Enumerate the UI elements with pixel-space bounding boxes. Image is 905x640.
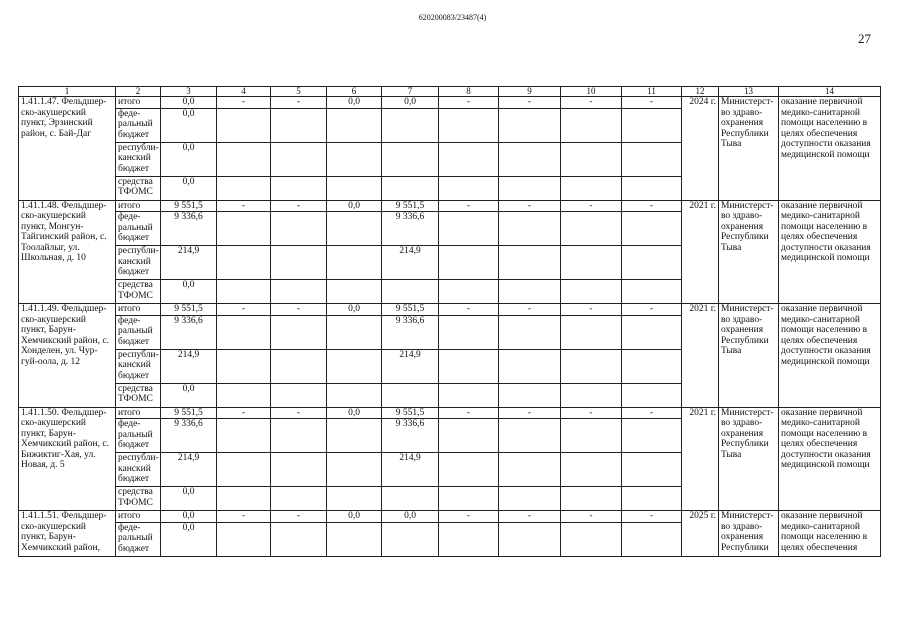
header-cell: 1	[19, 87, 116, 97]
empty-cell	[327, 453, 382, 487]
empty-cell	[439, 212, 499, 246]
empty-cell	[622, 419, 682, 453]
empty-cell	[561, 176, 622, 200]
funding-source-cell: феде-ральный бюджет	[116, 419, 161, 453]
empty-cell	[271, 453, 327, 487]
total-value-cell: -	[622, 200, 682, 212]
empty-cell	[499, 522, 561, 556]
header-cell: 14	[779, 87, 881, 97]
empty-cell	[217, 280, 271, 304]
total-value-cell: 0,0	[327, 97, 382, 109]
empty-cell	[622, 315, 682, 349]
total-value-cell: -	[439, 407, 499, 419]
purpose-cell: оказание первичной медико-санитарной помощи населению в целях обеспечения доступности оказания медицинской помощи	[779, 304, 881, 408]
total-value-cell: -	[217, 407, 271, 419]
empty-cell	[217, 383, 271, 407]
empty-cell	[217, 108, 271, 142]
amount-cell: 9 336,6	[161, 419, 217, 453]
empty-cell	[439, 522, 499, 556]
empty-cell	[439, 453, 499, 487]
year-cell: 2021 г.	[682, 407, 719, 511]
object-name-cell: 1.41.1.49. Фельдшер-ско-акушерский пункт, Барун-Хемчикский район, с. Хонделен, ул. Чур-гуй-оола, д. 12	[19, 304, 116, 408]
empty-cell	[217, 349, 271, 383]
amount-cell	[382, 108, 439, 142]
total-value-cell: 0,0	[327, 511, 382, 523]
amount-cell: 0,0	[161, 522, 217, 556]
header-cell: 8	[439, 87, 499, 97]
total-value-cell: -	[499, 200, 561, 212]
empty-cell	[561, 522, 622, 556]
amount-cell: 9 336,6	[161, 212, 217, 246]
total-label-cell: итого	[116, 200, 161, 212]
header-cell: 11	[622, 87, 682, 97]
page-number: 27	[858, 31, 871, 46]
total-value-cell: 0,0	[327, 407, 382, 419]
total-label-cell: итого	[116, 407, 161, 419]
total-value-cell: -	[499, 511, 561, 523]
empty-cell	[217, 176, 271, 200]
empty-cell	[217, 522, 271, 556]
empty-cell	[217, 487, 271, 511]
amount-cell	[382, 522, 439, 556]
total-value-cell: -	[561, 511, 622, 523]
funding-source-cell: феде-ральный бюджет	[116, 212, 161, 246]
total-value-cell: -	[271, 97, 327, 109]
empty-cell	[622, 280, 682, 304]
funding-source-cell: средства ТФОМС	[116, 176, 161, 200]
amount-cell	[382, 142, 439, 176]
empty-cell	[327, 315, 382, 349]
total-value-cell: 0,0	[161, 511, 217, 523]
empty-cell	[327, 246, 382, 280]
table-header	[19, 87, 881, 97]
ministry-cell: Министерст-во здраво-охранения Республики Тыва	[719, 200, 779, 304]
total-value-cell: -	[271, 200, 327, 212]
amount-cell: 9 336,6	[161, 315, 217, 349]
empty-cell	[561, 315, 622, 349]
header-cell: 6	[327, 87, 382, 97]
empty-cell	[561, 453, 622, 487]
total-value-cell: 9 551,5	[382, 304, 439, 316]
funding-source-cell: средства ТФОМС	[116, 280, 161, 304]
amount-cell: 214,9	[161, 453, 217, 487]
amount-cell: 214,9	[382, 246, 439, 280]
empty-cell	[327, 108, 382, 142]
empty-cell	[499, 176, 561, 200]
amount-cell: 0,0	[161, 176, 217, 200]
empty-cell	[439, 108, 499, 142]
amount-cell: 0,0	[161, 383, 217, 407]
empty-cell	[561, 349, 622, 383]
amount-cell: 0,0	[161, 487, 217, 511]
total-value-cell: -	[622, 304, 682, 316]
empty-cell	[327, 212, 382, 246]
empty-cell	[327, 280, 382, 304]
empty-cell	[439, 280, 499, 304]
total-label-cell: итого	[116, 97, 161, 109]
header-cell: 9	[499, 87, 561, 97]
empty-cell	[561, 108, 622, 142]
empty-cell	[271, 315, 327, 349]
empty-cell	[561, 280, 622, 304]
empty-cell	[327, 419, 382, 453]
empty-cell	[271, 383, 327, 407]
total-value-cell: 0,0	[327, 304, 382, 316]
empty-cell	[439, 383, 499, 407]
funding-source-cell: средства ТФОМС	[116, 487, 161, 511]
empty-cell	[327, 142, 382, 176]
empty-cell	[622, 176, 682, 200]
empty-cell	[561, 383, 622, 407]
table-body	[19, 97, 881, 557]
empty-cell	[271, 142, 327, 176]
document-code: 620200083/23487(4)	[418, 13, 487, 22]
object-name-cell: 1.41.1.47. Фельдшер-ско-акушерский пункт, Эрзинский район, с. Бай-Даг	[19, 97, 116, 201]
empty-cell	[622, 349, 682, 383]
purpose-cell: оказание первичной медико-санитарной помощи населению в целях обеспечения доступности оказания медицинской помощи	[779, 97, 881, 201]
empty-cell	[327, 176, 382, 200]
amount-cell: 214,9	[382, 349, 439, 383]
empty-cell	[622, 487, 682, 511]
amount-cell: 0,0	[161, 142, 217, 176]
empty-cell	[217, 142, 271, 176]
empty-cell	[499, 108, 561, 142]
total-value-cell: 9 551,5	[161, 304, 217, 316]
amount-cell: 214,9	[161, 349, 217, 383]
empty-cell	[622, 453, 682, 487]
header-cell: 7	[382, 87, 439, 97]
total-value-cell: -	[499, 97, 561, 109]
total-label-cell: итого	[116, 304, 161, 316]
empty-cell	[499, 212, 561, 246]
year-cell: 2021 г.	[682, 200, 719, 304]
total-value-cell: -	[439, 304, 499, 316]
empty-cell	[499, 383, 561, 407]
total-value-cell: -	[217, 511, 271, 523]
total-value-cell: -	[561, 200, 622, 212]
budget-table	[18, 86, 881, 557]
empty-cell	[439, 487, 499, 511]
total-value-cell: -	[271, 407, 327, 419]
total-value-cell: -	[622, 407, 682, 419]
total-value-cell: 9 551,5	[161, 200, 217, 212]
total-value-cell: -	[271, 304, 327, 316]
empty-cell	[622, 142, 682, 176]
header-cell: 13	[719, 87, 779, 97]
amount-cell: 9 336,6	[382, 419, 439, 453]
total-value-cell: 0,0	[161, 97, 217, 109]
table-row	[19, 511, 881, 523]
empty-cell	[622, 383, 682, 407]
empty-cell	[439, 246, 499, 280]
empty-cell	[327, 522, 382, 556]
funding-source-cell: республи-канский бюджет	[116, 142, 161, 176]
total-value-cell: -	[439, 97, 499, 109]
empty-cell	[327, 487, 382, 511]
total-value-cell: 9 551,5	[382, 407, 439, 419]
empty-cell	[499, 419, 561, 453]
ministry-cell: Министерст-во здраво-охранения Республики Тыва	[719, 97, 779, 201]
total-value-cell: 0,0	[382, 97, 439, 109]
amount-cell	[382, 280, 439, 304]
amount-cell: 0,0	[161, 108, 217, 142]
funding-source-cell: республи-канский бюджет	[116, 453, 161, 487]
table-row	[19, 97, 881, 109]
empty-cell	[622, 522, 682, 556]
total-value-cell: -	[499, 304, 561, 316]
empty-cell	[271, 108, 327, 142]
funding-source-cell: республи-канский бюджет	[116, 246, 161, 280]
empty-cell	[217, 453, 271, 487]
object-name-cell: 1.41.1.48. Фельдшер-ско-акушерский пункт, Монгун-Тайгинский район, с. Тоолайлыг, ул. Школьная, д. 10	[19, 200, 116, 304]
total-value-cell: 9 551,5	[382, 200, 439, 212]
funding-source-cell: феде-ральный бюджет	[116, 315, 161, 349]
empty-cell	[622, 246, 682, 280]
empty-cell	[271, 280, 327, 304]
empty-cell	[217, 419, 271, 453]
amount-cell	[382, 487, 439, 511]
total-value-cell: -	[561, 97, 622, 109]
empty-cell	[271, 212, 327, 246]
empty-cell	[499, 142, 561, 176]
empty-cell	[561, 142, 622, 176]
empty-cell	[499, 315, 561, 349]
empty-cell	[327, 383, 382, 407]
total-value-cell: -	[217, 200, 271, 212]
header-cell: 12	[682, 87, 719, 97]
table-row	[19, 407, 881, 419]
total-value-cell: -	[439, 200, 499, 212]
funding-source-cell: средства ТФОМС	[116, 383, 161, 407]
empty-cell	[439, 315, 499, 349]
empty-cell	[439, 176, 499, 200]
empty-cell	[217, 212, 271, 246]
empty-cell	[622, 212, 682, 246]
header-cell: 10	[561, 87, 622, 97]
year-cell: 2021 г.	[682, 304, 719, 408]
empty-cell	[271, 246, 327, 280]
purpose-cell: оказание первичной медико-санитарной помощи населению в целях обеспечения доступности оказания медицинской помощи	[779, 407, 881, 511]
empty-cell	[499, 246, 561, 280]
empty-cell	[271, 522, 327, 556]
empty-cell	[327, 349, 382, 383]
object-name-cell: 1.41.1.50. Фельдшер-ско-акушерский пункт, Барун-Хемчикский район, с. Бижиктиг-Хая, ул. Новая, д. 5	[19, 407, 116, 511]
funding-source-cell: феде-ральный бюджет	[116, 522, 161, 556]
total-value-cell: 9 551,5	[161, 407, 217, 419]
total-value-cell: -	[217, 97, 271, 109]
year-cell: 2024 г.	[682, 97, 719, 201]
amount-cell	[382, 383, 439, 407]
funding-source-cell: феде-ральный бюджет	[116, 108, 161, 142]
amount-cell: 9 336,6	[382, 212, 439, 246]
ministry-cell: Министерст-во здраво-охранения Республики	[719, 511, 779, 557]
total-value-cell: -	[561, 407, 622, 419]
amount-cell: 214,9	[161, 246, 217, 280]
amount-cell: 0,0	[161, 280, 217, 304]
total-value-cell: -	[271, 511, 327, 523]
empty-cell	[561, 419, 622, 453]
empty-cell	[499, 349, 561, 383]
empty-cell	[439, 142, 499, 176]
empty-cell	[499, 280, 561, 304]
empty-cell	[561, 246, 622, 280]
empty-cell	[271, 176, 327, 200]
empty-cell	[439, 349, 499, 383]
total-value-cell: -	[622, 97, 682, 109]
empty-cell	[439, 419, 499, 453]
amount-cell: 214,9	[382, 453, 439, 487]
empty-cell	[271, 419, 327, 453]
ministry-cell: Министерст-во здраво-охранения Республики Тыва	[719, 304, 779, 408]
total-value-cell: -	[439, 511, 499, 523]
amount-cell: 9 336,6	[382, 315, 439, 349]
purpose-cell: оказание первичной медико-санитарной помощи населению в целях обеспечения доступности оказания медицинской помощи	[779, 200, 881, 304]
header-cell: 2	[116, 87, 161, 97]
total-value-cell: -	[622, 511, 682, 523]
amount-cell	[382, 176, 439, 200]
purpose-cell: оказание первичной медико-санитарной помощи населению в целях обеспечения	[779, 511, 881, 557]
object-name-cell: 1.41.1.51. Фельдшер-ско-акушерский пункт, Барун-Хемчикский район,	[19, 511, 116, 557]
header-cell: 5	[271, 87, 327, 97]
empty-cell	[271, 487, 327, 511]
empty-cell	[499, 453, 561, 487]
empty-cell	[561, 212, 622, 246]
total-value-cell: -	[561, 304, 622, 316]
total-value-cell: 0,0	[327, 200, 382, 212]
header-cell: 4	[217, 87, 271, 97]
empty-cell	[561, 487, 622, 511]
empty-cell	[499, 487, 561, 511]
table-row	[19, 304, 881, 316]
total-value-cell: -	[217, 304, 271, 316]
header-cell: 3	[161, 87, 217, 97]
year-cell: 2025 г.	[682, 511, 719, 557]
empty-cell	[217, 246, 271, 280]
table-row	[19, 200, 881, 212]
total-value-cell: -	[499, 407, 561, 419]
total-label-cell: итого	[116, 511, 161, 523]
empty-cell	[622, 108, 682, 142]
empty-cell	[217, 315, 271, 349]
ministry-cell: Министерст-во здраво-охранения Республики Тыва	[719, 407, 779, 511]
funding-source-cell: республи-канский бюджет	[116, 349, 161, 383]
empty-cell	[271, 349, 327, 383]
total-value-cell: 0,0	[382, 511, 439, 523]
